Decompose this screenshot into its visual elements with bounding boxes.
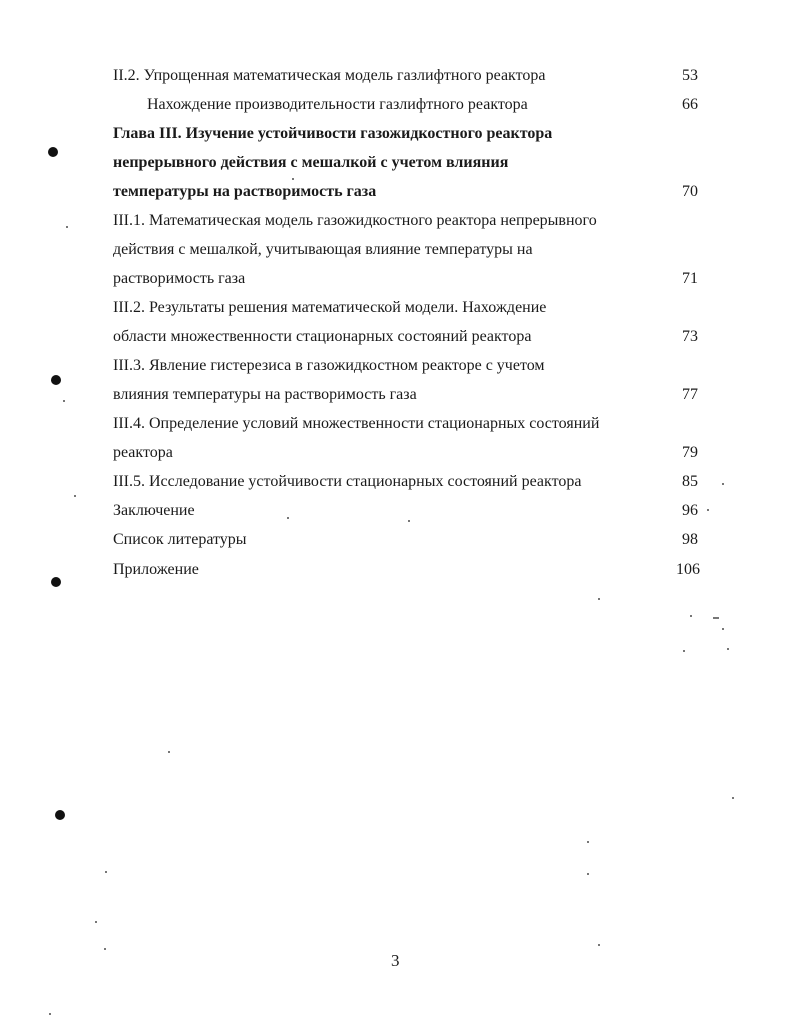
toc-entry-text: влияния температуры на растворимость газа [113,386,417,403]
scan-speck [49,1013,51,1015]
scan-speck [732,797,734,799]
toc-entry-text: Список литературы [113,531,247,548]
toc-entry-page: 96 [682,502,698,519]
scan-speck [63,400,65,402]
scan-speck [105,871,107,873]
toc-entry-page: 106 [676,561,700,578]
toc-entry-text: III.5. Исследование устойчивости стационарных состояний реактора [113,473,582,490]
scan-speck [408,520,410,522]
scan-speck [587,873,589,875]
toc-entry-page: 77 [682,386,698,403]
toc-entry-text: III.2. Результаты решения математической модели. Нахождение [113,299,547,316]
scan-speck [66,226,68,228]
toc-entry-text: области множественности стационарных состояний реактора [113,328,532,345]
toc-chapter-heading: температуры на растворимость газа [113,183,377,200]
toc-chapter-heading: Глава III. Изучение устойчивости газожидкостного реактора [113,125,553,142]
scan-speck [287,517,289,519]
toc-entry-text: растворимость газа [113,270,246,287]
scan-speck [722,628,724,630]
toc-entry-text: Заключение [113,502,195,519]
toc-entry-page: 73 [682,328,698,345]
scan-speck [598,598,600,600]
toc-entry-text: III.4. Определение условий множественности стационарных состояний [113,415,600,432]
scan-speck [722,483,724,485]
scan-speck [598,944,600,946]
scan-speck [292,178,294,180]
toc-entry-text: действия с мешалкой, учитывающая влияние температуры на [113,241,533,258]
toc-entry-text: II.2. Упрощенная математическая модель газлифтного реактора [113,67,546,84]
scan-speck [683,650,685,652]
scan-speck [95,921,97,923]
scan-speck [690,615,692,617]
toc-entry-page: 53 [682,67,698,84]
binder-hole-mark [51,577,61,587]
toc-entry-text: Приложение [113,561,199,578]
toc-entry-page: 71 [682,270,698,287]
toc-entry-page: 70 [682,183,698,200]
toc-entry-page: 98 [682,531,698,548]
toc-entry-text: III.1. Математическая модель газожидкостного реактора непрерывного [113,212,597,229]
scan-speck [707,509,709,511]
toc-entry-text: реактора [113,444,173,461]
binder-hole-mark [51,375,61,385]
scan-speck [713,617,719,619]
scan-speck [104,948,106,950]
page-number: 3 [391,951,400,970]
toc-chapter-heading: непрерывного действия с мешалкой с учетом влияния [113,154,509,171]
toc-entry-text: III.3. Явление гистерезиса в газожидкостном реакторе с учетом [113,357,545,374]
toc-entry-page: 66 [682,96,698,113]
scan-speck [727,648,729,650]
binder-hole-mark [55,810,65,820]
scan-speck [74,495,76,497]
binder-hole-mark [48,147,58,157]
toc-entry-text: Нахождение производительности газлифтного реактора [147,96,528,113]
toc-entry-page: 85 [682,473,698,490]
scan-speck [168,751,170,753]
toc-entry-page: 79 [682,444,698,461]
scan-speck [587,841,589,843]
